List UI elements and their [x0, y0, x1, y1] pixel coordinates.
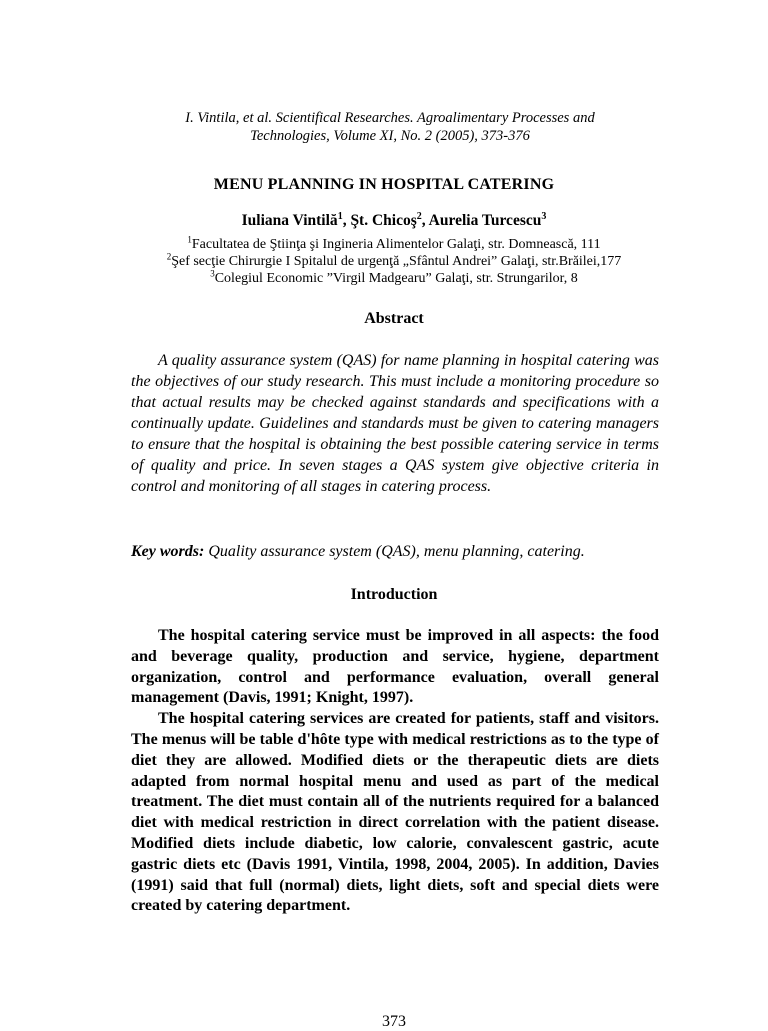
introduction-body: [131, 626, 659, 917]
author-name: Aurelia Turcescu: [428, 212, 542, 229]
abstract-body: A quality assurance system (QAS) for name planning in hospital catering was the objectives of our study research. This must include a monitoring procedure so that actual results may be checked against standards and specifications with a continually update. Guidelines and standards must be given to catering managers to ensure that the hospital is obtaining the best possible catering service in terms of quality and price. In seven stages a QAS system give objective criteria in control and monitoring of all stages in catering process.: [131, 352, 659, 495]
page-number: 373: [382, 1013, 406, 1030]
affiliation-item: [0, 253, 768, 270]
author-name: Şt. Chicoş: [350, 212, 417, 229]
keywords-label: Key words:: [131, 543, 205, 560]
author-name: Iuliana Vintilă: [241, 212, 338, 229]
citation-line-2: Technologies, Volume XI, No. 2 (2005), 373-376: [250, 128, 530, 144]
affiliation-mark: 2: [166, 251, 172, 262]
author-mark: 3: [541, 210, 547, 222]
author-separator: ,: [342, 212, 351, 229]
introduction-paragraph: The hospital catering services are created for patients, staff and visitors. The menus will be table d'hôte type with medical restrictions as to the type of diet they are allowed. Modified diets or the therapeutic diets are diets adapted from normal hospital menu and used as part of the medical treatment. The diet must contain all of the nutrients required for a balanced diet with medical restriction in direct correlation with the patient disease. Modified diets include diabetic, low calorie, convalescent gastric, acute gastric diets etc (Davis 1991, Vintila, 1998, 2004, 2005). In addition, Davies (1991) said that full (normal) diets, light diets, soft and special diets were created by catering department.: [131, 710, 659, 915]
paper-title: MENU PLANNING IN HOSPITAL CATERING: [213, 176, 555, 193]
author-mark: 2: [416, 210, 422, 222]
journal-citation: [140, 109, 640, 145]
introduction-heading: Introduction: [350, 586, 438, 603]
citation-line-1: I. Vintila, et al. Scientifical Researches. Agroalimentary Processes and: [185, 110, 595, 126]
abstract-heading: Abstract: [364, 310, 424, 327]
author-list: [0, 212, 768, 230]
affiliation-mark: 3: [210, 268, 215, 279]
affiliation-mark: 1: [187, 234, 192, 245]
affiliation-item: [0, 236, 768, 253]
affiliation-list: [0, 236, 768, 287]
author-mark: 1: [337, 210, 343, 222]
affiliation-item: [0, 270, 768, 287]
author-separator: ,: [421, 212, 429, 229]
affiliation-text: Facultatea de Ştiinţa şi Ingineria Alimentelor Galaţi, str. Domnească, 111: [191, 237, 601, 252]
keywords-line: [131, 541, 691, 562]
affiliation-text: Şef secţie Chirurgie I Spitalul de urgenţă „Sfântul Andrei” Galaţi, str.Brăilei,177: [171, 254, 622, 269]
keywords-values: Quality assurance system (QAS), menu planning, catering.: [208, 543, 585, 560]
affiliation-text: Colegiul Economic ”Virgil Madgearu” Galaţi, str. Strungarilor, 8: [214, 271, 578, 286]
introduction-paragraph: The hospital catering service must be improved in all aspects: the food and beverage quality, production and service, hygiene, department organization, control and performance evaluation, overall general management (Davis, 1991; Knight, 1997).: [131, 627, 659, 707]
